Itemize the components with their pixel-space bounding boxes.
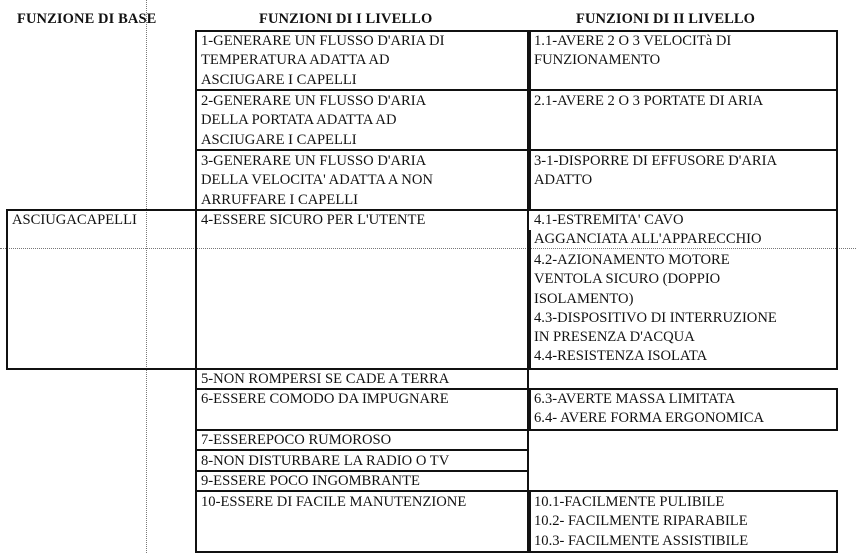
level1-function-2: 2-GENERARE UN FLUSSO D'ARIA DELLA PORTATA ADATTA AD ASCIUGARE I CAPELLI — [201, 93, 427, 148]
grid-line-v-level2-right-6 — [836, 388, 838, 430]
level2-functions-1: 1.1-AVERE 2 O 3 VELOCITà DI FUNZIONAMENTO — [534, 33, 732, 69]
grid-line-h-4-l2 — [529, 368, 838, 370]
grid-line-h-2-l2 — [529, 149, 838, 151]
level1-function-9: 9-ESSERE POCO INGOMBRANTE — [201, 473, 420, 489]
level2-functions-4-cable: 4.1-ESTREMITA' CAVO AGGANCIATA ALL'APPARECCHIO — [534, 212, 762, 248]
level2-functions-3: 3-1-DISPORRE DI EFFUSORE D'ARIA ADATTO — [534, 153, 778, 189]
grid-line-h-3-l1 — [6, 209, 528, 211]
grid-line-h-7-l1 — [195, 449, 528, 451]
level1-function-3: 3-GENERARE UN FLUSSO D'ARIA DELLA VELOCITA' ADATTA A NON ARRUFFARE I CAPELLI — [201, 153, 433, 208]
grid-line-v-level2-left-mid — [529, 230, 531, 370]
grid-line-v-level2-left-6 — [529, 388, 531, 430]
grid-line-h-6-l2 — [529, 429, 838, 431]
grid-line-h-top-l2 — [529, 30, 838, 32]
level1-function-8: 8-NON DISTURBARE LA RADIO O TV — [201, 453, 450, 469]
grid-line-h-2-l1 — [195, 149, 528, 151]
base-function-cell: ASCIUGACAPELLI — [12, 212, 137, 228]
grid-line-v-base-left — [6, 209, 8, 369]
grid-line-v-level1-left — [195, 30, 197, 553]
grid-line-h-bottom-l1 — [195, 551, 528, 553]
grid-line-h-1-l2 — [529, 89, 838, 91]
grid-line-h-1-l1 — [195, 89, 528, 91]
grid-line-h-bottom-l2 — [529, 551, 838, 553]
level1-function-6: 6-ESSERE COMODO DA IMPUGNARE — [201, 391, 449, 407]
level2-functions-10: 10.1-FACILMENTE PULIBILE 10.2- FACILMENTE RIPARABILE 10.3- FACILMENTE ASSISTIBILE — [534, 494, 749, 549]
grid-line-v-level2-left-top — [529, 30, 531, 211]
grid-line-v-level2-left-10 — [529, 491, 531, 553]
level2-functions-2: 2.1-AVERE 2 O 3 PORTATE DI ARIA — [534, 93, 764, 109]
grid-line-h-4-l1 — [6, 368, 528, 370]
grid-line-h-9-l1 — [195, 490, 528, 492]
level1-function-5: 5-NON ROMPERSI SE CADE A TERRA — [201, 371, 450, 387]
level2-functions-6: 6.3-AVERTE MASSA LIMITATA 6.4- AVERE FORMA ERGONOMICA — [534, 391, 765, 427]
grid-line-h-8-l1 — [195, 470, 528, 472]
grid-line-h-5-l1 — [195, 388, 528, 390]
level1-function-10: 10-ESSERE DI FACILE MANUTENZIONE — [201, 494, 467, 510]
level2-functions-4-safety: 4.2-AZIONAMENTO MOTORE VENTOLA SICURO (DOPPIO ISOLAMENTO) 4.3-DISPOSITIVO DI INTERRUZIONE IN PRESENZA D'ACQUA 4.4-RESISTENZA ISOLATA — [534, 252, 777, 365]
level1-function-4: 4-ESSERE SICURO PER L'UTENTE — [201, 212, 426, 228]
level1-function-7: 7-ESSEREPOCO RUMOROSO — [201, 432, 392, 448]
level1-function-1: 1-GENERARE UN FLUSSO D'ARIA DI TEMPERATURA ADATTA AD ASCIUGARE I CAPELLI — [201, 33, 445, 88]
grid-line-v-level2-right-10 — [836, 491, 838, 553]
grid-line-h-5-l2 — [529, 388, 838, 390]
grid-line-h-3-l2 — [529, 209, 838, 211]
grid-line-h-9-l2 — [529, 490, 838, 492]
grid-line-h-top-l1 — [195, 30, 528, 32]
header-level2-functions: FUNZIONI DI II LIVELLO — [576, 11, 756, 27]
grid-line-h-6-l1 — [195, 429, 528, 431]
grid-line-v-level2-right-top — [836, 30, 838, 370]
header-base-function: FUNZIONE DI BASE — [17, 11, 157, 27]
header-level1-functions: FUNZIONI DI I LIVELLO — [259, 11, 433, 27]
